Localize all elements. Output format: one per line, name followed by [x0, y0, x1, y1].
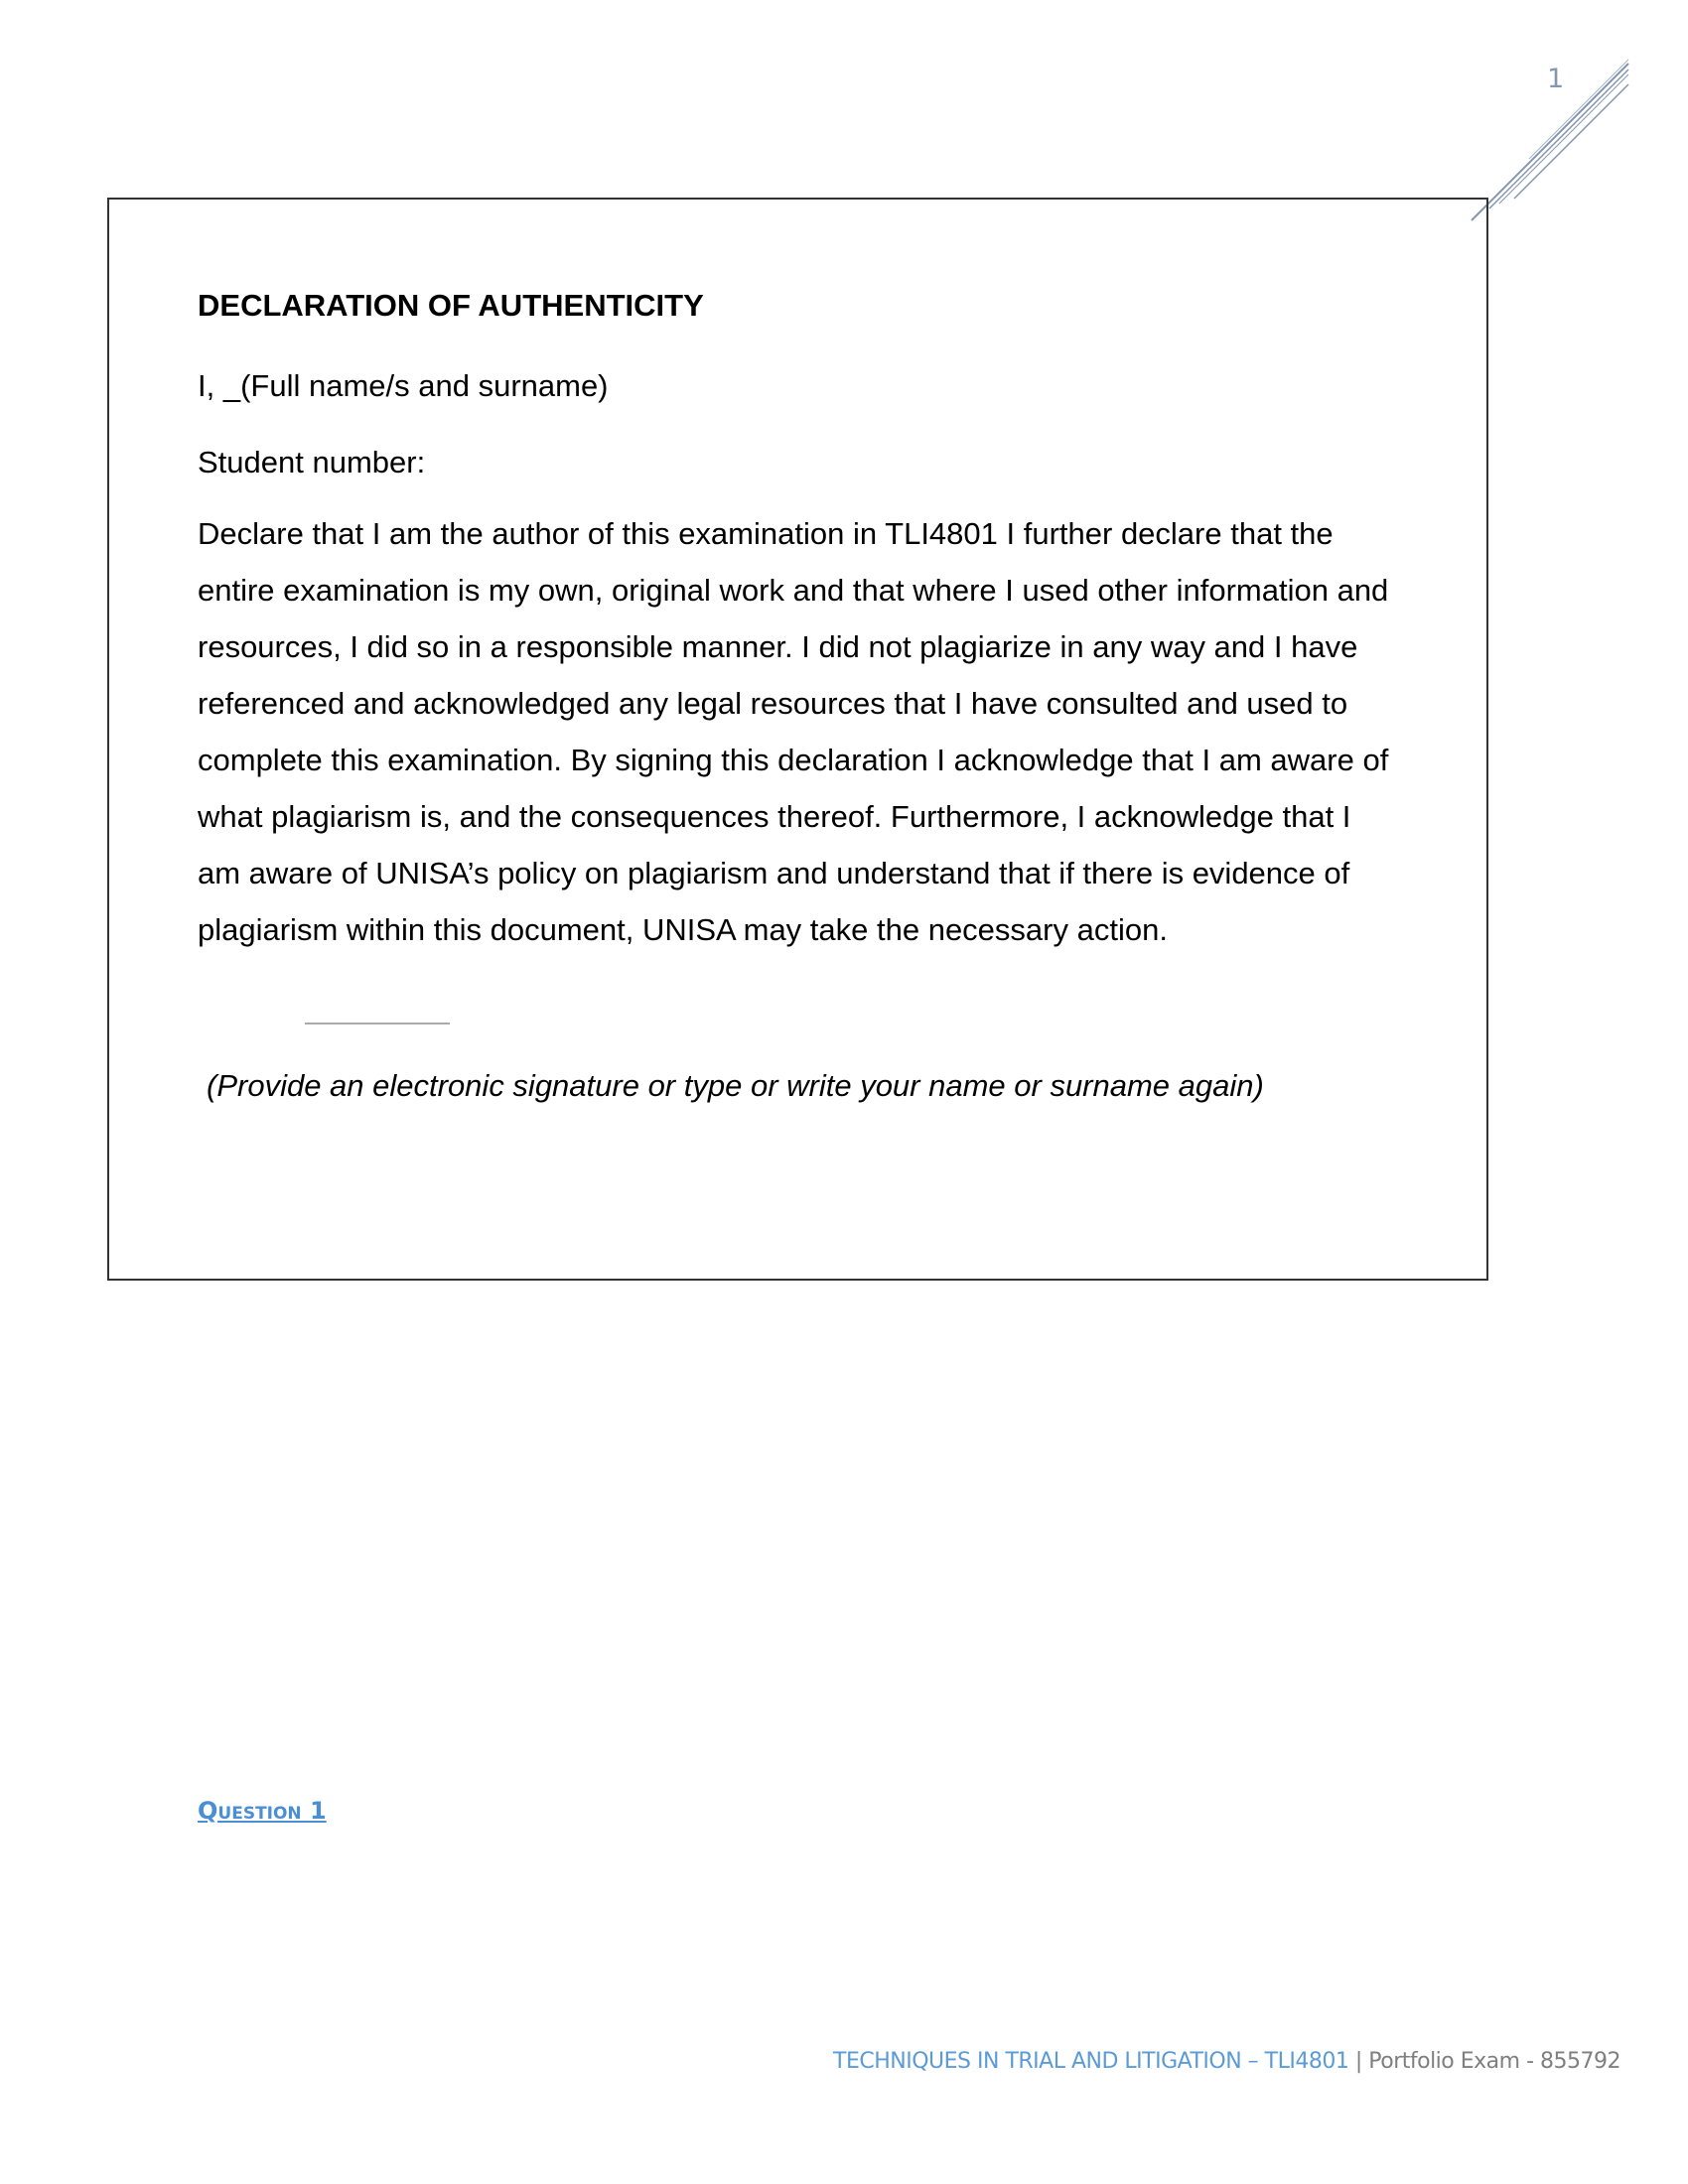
- paragraph-line: resources, I did so in a responsible manner. I did not plagiarize in any way and I have: [198, 629, 1358, 664]
- page-number: 1: [1547, 64, 1565, 94]
- paragraph-line: what plagiarism is, and the consequences thereof. Furthermore, I acknowledge that I: [198, 799, 1351, 834]
- paragraph-line: entire examination is my own, original work and that where I used other information and: [198, 573, 1389, 608]
- paragraph-line: am aware of UNISA’s policy on plagiarism and understand that if there is evidence of: [198, 856, 1350, 890]
- paragraph-line: complete this examination. By signing this declaration I acknowledge that I am aware of: [198, 743, 1389, 777]
- full-name-line: I, _(Full name/s and surname): [198, 368, 609, 403]
- question-heading[interactable]: Question 1: [198, 1797, 327, 1825]
- footer-separator: |: [1354, 2049, 1362, 2074]
- signature-note: (Provide an electronic signature or type or write your name or surname again): [207, 1068, 1264, 1103]
- paragraph-line: referenced and acknowledged any legal resources that I have consulted and used to: [198, 686, 1348, 721]
- footer-course: TECHNIQUES IN TRIAL AND LITIGATION – TLI4801: [833, 2049, 1349, 2074]
- corner-decoration-lines: [1470, 50, 1668, 238]
- declaration-paragraph: [198, 505, 1388, 958]
- signature-line: [305, 1023, 450, 1024]
- student-number-label: Student number:: [198, 445, 426, 479]
- paragraph-line: plagiarism within this document, UNISA may take the necessary action.: [198, 912, 1168, 947]
- footer-exam: Portfolio Exam - 855792: [1368, 2049, 1620, 2074]
- declaration-heading: DECLARATION OF AUTHENTICITY: [198, 288, 704, 323]
- paragraph-line: Declare that I am the author of this examination in TLI4801 I further declare that the: [198, 516, 1334, 551]
- page-footer: [833, 2049, 1620, 2074]
